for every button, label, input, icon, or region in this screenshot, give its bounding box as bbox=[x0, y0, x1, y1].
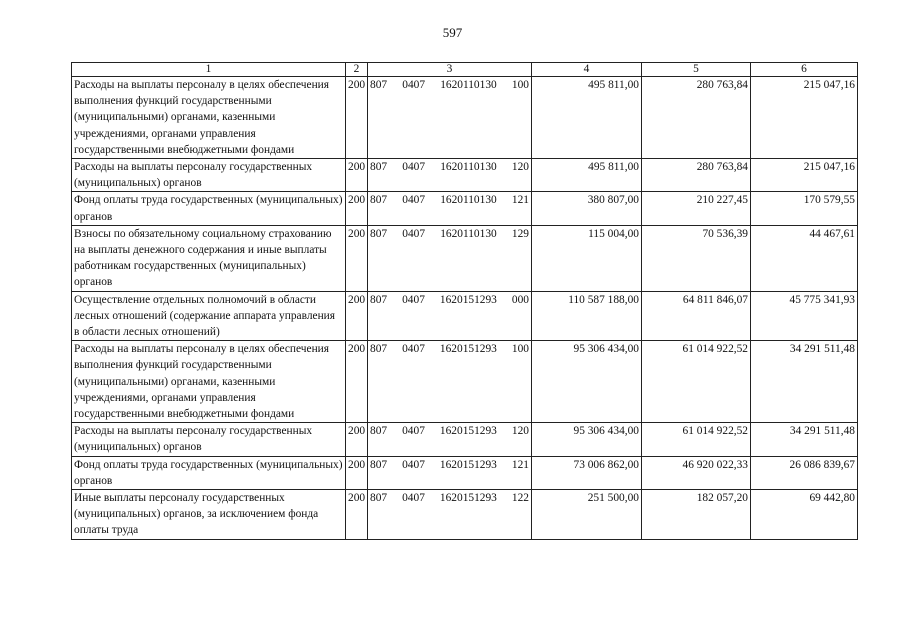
row-target-code: 1620151293 bbox=[439, 492, 497, 505]
table-row bbox=[72, 225, 858, 291]
header-col-6: 6 bbox=[751, 63, 858, 77]
row-admin-code: 200 bbox=[346, 490, 368, 540]
table-row bbox=[72, 423, 858, 456]
row-col6-value: 34 291 511,48 bbox=[751, 341, 858, 423]
row-classification bbox=[368, 423, 532, 456]
header-col-1: 1 bbox=[72, 63, 346, 77]
row-col5-value: 182 057,20 bbox=[642, 490, 751, 540]
row-col5-value: 280 763,84 bbox=[642, 77, 751, 159]
row-col6-value: 44 467,61 bbox=[751, 225, 858, 291]
row-admin-code: 200 bbox=[346, 423, 368, 456]
table-row bbox=[72, 341, 858, 423]
row-col4-value: 495 811,00 bbox=[532, 159, 642, 192]
row-col5-value: 70 536,39 bbox=[642, 225, 751, 291]
table-row bbox=[72, 192, 858, 225]
row-name: Фонд оплаты труда государственных (муниципальных) органов bbox=[72, 456, 346, 489]
table-row bbox=[72, 490, 858, 540]
row-col4-value: 110 587 188,00 bbox=[532, 291, 642, 341]
row-target-code: 1620151293 bbox=[439, 293, 497, 306]
page-number: 597 bbox=[442, 25, 463, 40]
row-admin-code: 200 bbox=[346, 77, 368, 159]
row-type-code: 120 bbox=[511, 161, 529, 174]
row-target-code: 1620151293 bbox=[439, 343, 497, 356]
row-section-code: 0407 bbox=[402, 194, 426, 207]
row-type-code: 129 bbox=[511, 227, 529, 240]
row-ved-code: 807 bbox=[370, 293, 388, 306]
row-classification bbox=[368, 225, 532, 291]
row-section-code: 0407 bbox=[402, 227, 426, 240]
row-admin-code: 200 bbox=[346, 341, 368, 423]
row-ved-code: 807 bbox=[370, 161, 388, 174]
row-col4-value: 95 306 434,00 bbox=[532, 423, 642, 456]
row-classification bbox=[368, 192, 532, 225]
row-col4-value: 495 811,00 bbox=[532, 77, 642, 159]
row-col4-value: 251 500,00 bbox=[532, 490, 642, 540]
row-name: Расходы на выплаты персоналу государственных (муниципальных) органов bbox=[72, 159, 346, 192]
row-type-code: 120 bbox=[511, 425, 529, 438]
row-classification bbox=[368, 456, 532, 489]
row-classification bbox=[368, 77, 532, 159]
row-type-code: 121 bbox=[511, 194, 529, 207]
row-section-code: 0407 bbox=[402, 458, 425, 471]
row-type-code: 121 bbox=[511, 458, 529, 471]
row-col5-value: 64 811 846,07 bbox=[642, 291, 751, 341]
row-col6-value: 34 291 511,48 bbox=[751, 423, 858, 456]
row-col6-value: 215 047,16 bbox=[751, 159, 858, 192]
row-col6-value: 45 775 341,93 bbox=[751, 291, 858, 341]
row-name: Фонд оплаты труда государственных (муниципальных) органов bbox=[72, 192, 346, 225]
header-col-4: 4 bbox=[532, 63, 642, 77]
row-col4-value: 73 006 862,00 bbox=[532, 456, 642, 489]
header-col-5: 5 bbox=[642, 63, 751, 77]
row-section-code: 0407 bbox=[402, 492, 425, 505]
row-admin-code: 200 bbox=[346, 159, 368, 192]
row-admin-code: 200 bbox=[346, 291, 368, 341]
row-type-code: 100 bbox=[511, 343, 529, 356]
row-classification bbox=[368, 291, 532, 341]
row-type-code: 000 bbox=[511, 293, 529, 306]
row-section-code: 0407 bbox=[402, 425, 425, 438]
row-type-code: 122 bbox=[511, 492, 529, 505]
row-ved-code: 807 bbox=[370, 79, 388, 91]
header-col-2: 2 bbox=[346, 63, 368, 77]
table-row bbox=[72, 159, 858, 192]
row-section-code: 0407 bbox=[402, 293, 425, 306]
row-target-code: 1620110130 bbox=[440, 194, 497, 207]
table-row bbox=[72, 77, 858, 159]
row-classification bbox=[368, 490, 532, 540]
header-col-3: 3 bbox=[368, 63, 532, 77]
row-section-code: 0407 bbox=[402, 161, 426, 174]
row-classification bbox=[368, 159, 532, 192]
row-ved-code: 807 bbox=[370, 343, 388, 356]
table-row bbox=[72, 291, 858, 341]
row-section-code: 0407 bbox=[402, 79, 426, 91]
row-classification bbox=[368, 341, 532, 423]
row-col5-value: 46 920 022,33 bbox=[642, 456, 751, 489]
row-target-code: 1620151293 bbox=[439, 425, 497, 438]
row-name: Расходы на выплаты персоналу государственных (муниципальных) органов bbox=[72, 423, 346, 456]
row-admin-code: 200 bbox=[346, 225, 368, 291]
row-name: Расходы на выплаты персоналу в целях обеспечения выполнения функций государственными (муниципальными) органами, казенными учреждениями, органами управления государственными внебюджетными фондами bbox=[72, 77, 346, 159]
row-name: Осуществление отдельных полномочий в области лесных отношений (содержание аппарата управления в области лесных отношений) bbox=[72, 291, 346, 341]
table-header-row bbox=[72, 63, 858, 77]
row-admin-code: 200 bbox=[346, 192, 368, 225]
row-ved-code: 807 bbox=[370, 492, 388, 505]
row-col4-value: 95 306 434,00 bbox=[532, 341, 642, 423]
row-col5-value: 210 227,45 bbox=[642, 192, 751, 225]
table-row bbox=[72, 456, 858, 489]
row-target-code: 1620151293 bbox=[439, 458, 497, 471]
row-col6-value: 170 579,55 bbox=[751, 192, 858, 225]
row-col4-value: 115 004,00 bbox=[532, 225, 642, 291]
row-ved-code: 807 bbox=[370, 194, 388, 207]
row-admin-code: 200 bbox=[346, 456, 368, 489]
row-col5-value: 61 014 922,52 bbox=[642, 341, 751, 423]
row-col4-value: 380 807,00 bbox=[532, 192, 642, 225]
row-type-code: 100 bbox=[511, 79, 529, 91]
row-name: Иные выплаты персоналу государственных (муниципальных) органов, за исключением фонда оплаты труда bbox=[72, 490, 346, 540]
row-ved-code: 807 bbox=[370, 227, 388, 240]
budget-table bbox=[71, 62, 858, 540]
row-col5-value: 280 763,84 bbox=[642, 159, 751, 192]
row-col6-value: 215 047,16 bbox=[751, 77, 858, 159]
row-col5-value: 61 014 922,52 bbox=[642, 423, 751, 456]
row-target-code: 1620110130 bbox=[440, 227, 497, 240]
row-col6-value: 26 086 839,67 bbox=[751, 456, 858, 489]
row-name: Взносы по обязательному социальному страхованию на выплаты денежного содержания и иные выплаты работникам государственных (муниципальных) органов bbox=[72, 225, 346, 291]
row-col6-value: 69 442,80 bbox=[751, 490, 858, 540]
row-section-code: 0407 bbox=[402, 343, 425, 356]
row-ved-code: 807 bbox=[370, 458, 388, 471]
row-target-code: 1620110130 bbox=[440, 161, 497, 174]
row-target-code: 1620110130 bbox=[440, 79, 497, 91]
row-name: Расходы на выплаты персоналу в целях обеспечения выполнения функций государственными (муниципальными) органами, казенными учреждениями, органами управления государственными внебюджетными фондами bbox=[72, 341, 346, 423]
row-ved-code: 807 bbox=[370, 425, 388, 438]
